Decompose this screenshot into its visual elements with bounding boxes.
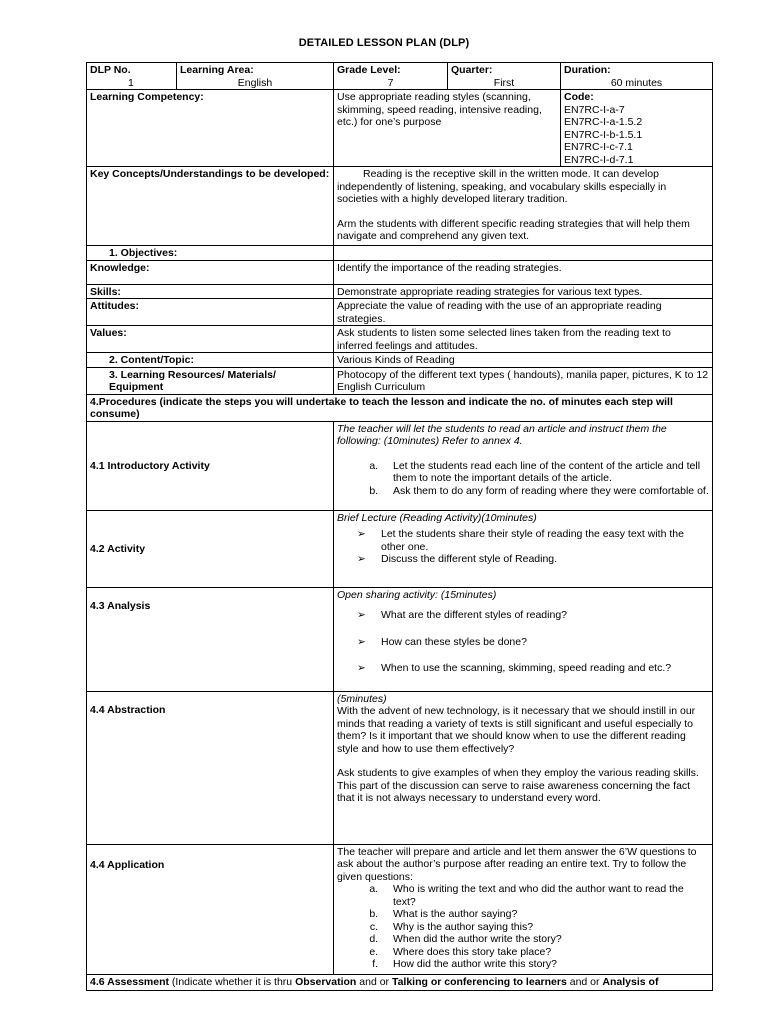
list-item-text: Let the students share their style of reading the easy text with the other one. xyxy=(381,528,684,553)
resources-row xyxy=(87,367,713,394)
objectives-label: 1. Objectives: xyxy=(87,246,334,261)
list-item xyxy=(357,636,709,649)
code-item: EN7RC-I-d-7.1 xyxy=(564,153,634,166)
assessment-text: and or xyxy=(566,975,603,988)
quarter-label: Quarter: xyxy=(451,64,493,76)
activity-row xyxy=(87,510,713,587)
values-text: Ask students to listen some selected lines taken from the reading text to inferred feelings and attitudes. xyxy=(334,326,713,353)
intro-list xyxy=(337,460,709,498)
code-item: EN7RC-I-a-7 xyxy=(564,103,625,116)
intro-cell xyxy=(334,421,713,510)
list-item: f. How did the author write this story? xyxy=(381,958,709,971)
knowledge-text: Identify the importance of the reading strategies. xyxy=(334,260,713,284)
intro-lead: The teacher will let the students to read an article and instruct them the following: (10minutes) Refer to annex 4. xyxy=(337,422,667,447)
competency-text: Use appropriate reading styles (scanning, skimming, speed reading, intensive reading, etc.) for one’s purpose xyxy=(334,90,561,167)
grade-cell xyxy=(334,63,448,90)
competency-row xyxy=(87,90,713,167)
dlp-cell xyxy=(87,63,177,90)
activity-label: 4.2 Activity xyxy=(87,510,334,587)
assessment-row xyxy=(87,974,713,990)
assessment-cell xyxy=(87,974,713,990)
assessment-text: and or xyxy=(356,975,392,988)
assessment-analysis: Analysis of xyxy=(602,975,659,988)
assessment-label: 4.6 Assessment xyxy=(90,975,169,988)
quarter-value: First xyxy=(493,76,515,89)
abstraction-para1: With the advent of new technology, is it necessary that we should instill in our minds that reading a variety of texts is still significant and useful especially to them? Is it important that we should know when to use the different reading style and how to use them effectively? xyxy=(337,705,696,755)
area-label: Learning Area: xyxy=(180,64,254,76)
list-item xyxy=(357,609,709,622)
quarter-cell xyxy=(448,63,561,90)
analysis-lead: Open sharing activity: (15minutes) xyxy=(337,588,497,601)
abstraction-cell xyxy=(334,691,713,844)
activity-lead: Brief Lecture (Reading Activity)(10minutes) xyxy=(337,511,537,524)
list-item: a. Who is writing the text and who did the author want to read the text? xyxy=(381,883,709,908)
lesson-plan-table xyxy=(86,62,713,991)
application-cell xyxy=(334,844,713,974)
analysis-label: 4.3 Analysis xyxy=(87,587,334,691)
grade-label: Grade Level: xyxy=(337,64,401,76)
assessment-text: (Indicate whether it is thru xyxy=(169,975,296,988)
dlp-label: DLP No. xyxy=(90,64,131,76)
application-lead: The teacher will prepare and article and let them answer the 6’W questions to ask about the author’s purpose after reading an entire text. Try to follow the given questions: xyxy=(337,845,697,883)
skills-label: Skills: xyxy=(87,284,334,299)
procedures-label: 4.Procedures (indicate the steps you will undertake to teach the lesson and indicate the no. of minutes each step will consume) xyxy=(87,394,713,421)
area-cell xyxy=(177,63,334,90)
arrow-bullet-icon: ➢ xyxy=(357,662,366,674)
code-item: EN7RC-I-b-1.5.1 xyxy=(564,128,643,141)
list-item xyxy=(357,553,709,566)
code-item: EN7RC-I-c-7.1 xyxy=(564,141,633,153)
grade-value: 7 xyxy=(387,76,394,89)
intro-label: 4.1 Introductory Activity xyxy=(87,421,334,510)
values-row xyxy=(87,326,713,353)
code-label: Code: xyxy=(564,91,594,103)
header-row xyxy=(87,63,713,90)
attitudes-text: Appreciate the value of reading with the use of an appropriate reading strategies. xyxy=(334,299,713,326)
abstraction-label: 4.4 Abstraction xyxy=(87,691,334,844)
list-item: e. Where does this story take place? xyxy=(381,946,709,959)
key-concepts-row xyxy=(87,167,713,246)
analysis-row xyxy=(87,587,713,691)
resources-label: 3. Learning Resources/ Materials/ Equipment xyxy=(87,367,334,394)
arrow-bullet-icon: ➢ xyxy=(357,528,366,540)
area-value: English xyxy=(237,76,273,89)
activity-cell xyxy=(334,510,713,587)
list-item-text: What are the different styles of reading? xyxy=(381,609,567,621)
content-text: Various Kinds of Reading xyxy=(334,353,713,368)
procedures-row xyxy=(87,394,713,421)
abstraction-lead: (5minutes) xyxy=(337,692,387,705)
objectives-row xyxy=(87,246,713,261)
arrow-bullet-icon: ➢ xyxy=(357,635,366,648)
list-item: a. Let the students read each line of the content of the article and tell them to note the important details of the article. xyxy=(381,460,709,485)
list-item: b. Ask them to do any form of reading where they were comfortable of. xyxy=(381,485,709,498)
assessment-observation: Observation xyxy=(295,975,357,988)
assessment-talking: Talking or conferencing to learners xyxy=(391,975,567,988)
attitudes-row xyxy=(87,299,713,326)
analysis-cell xyxy=(334,587,713,691)
application-row xyxy=(87,844,713,974)
intro-row xyxy=(87,421,713,510)
skills-row xyxy=(87,284,713,299)
list-item-text: Discuss the different style of Reading. xyxy=(381,553,558,565)
arrow-bullet-icon: ➢ xyxy=(357,609,366,621)
key-concepts-para2: Arm the students with different specific reading strategies that will help them navigate and comprehend any given text. xyxy=(337,217,690,242)
key-concepts-cell xyxy=(334,167,713,246)
list-item-text: How can these styles be done? xyxy=(381,635,527,648)
document-title: DETAILED LESSON PLAN (DLP) xyxy=(298,37,470,49)
duration-value: 60 minutes xyxy=(610,76,663,89)
list-item xyxy=(357,528,709,553)
attitudes-label: Attitudes: xyxy=(87,299,334,326)
arrow-bullet-icon: ➢ xyxy=(357,553,366,565)
duration-cell xyxy=(561,63,713,90)
key-concepts-para1: Reading is the receptive skill in the written mode. It can develop independently of listening, speaking, and vocabulary skills especially in societies with a highly developed literary tradition. xyxy=(337,168,667,205)
duration-label: Duration: xyxy=(564,64,611,76)
abstraction-para2: Ask students to give examples of when they employ the various reading skills. This part of the discussion can serve to raise awareness concerning the fact that it is not always necessary to understand every word. xyxy=(337,767,699,804)
resources-text: Photocopy of the different text types ( handouts), manila paper, pictures, K to 12 English Curriculum xyxy=(334,367,713,394)
application-list xyxy=(337,883,709,971)
content-label: 2. Content/Topic: xyxy=(87,353,334,368)
values-label: Values: xyxy=(87,326,334,353)
list-item-text: When to use the scanning, skimming, speed reading and etc.? xyxy=(381,662,672,674)
knowledge-row xyxy=(87,260,713,284)
dlp-value: 1 xyxy=(128,76,134,89)
abstraction-row xyxy=(87,691,713,844)
key-concepts-label: Key Concepts/Understandings to be developed: xyxy=(87,167,334,246)
skills-text: Demonstrate appropriate reading strategies for various text types. xyxy=(334,284,713,299)
code-cell xyxy=(561,90,713,167)
knowledge-label: Knowledge: xyxy=(87,260,334,284)
content-row xyxy=(87,353,713,368)
analysis-list xyxy=(337,609,709,675)
objectives-empty xyxy=(334,246,713,261)
activity-list xyxy=(337,528,709,566)
application-label: 4.4 Application xyxy=(87,844,334,974)
list-item: c. Why is the author saying this? xyxy=(381,921,709,934)
code-item: EN7RC-I-a-1.5.2 xyxy=(564,116,643,128)
competency-label: Learning Competency: xyxy=(87,90,334,167)
list-item: b. What is the author saying? xyxy=(381,908,709,921)
list-item xyxy=(357,662,709,675)
list-item: d. When did the author write the story? xyxy=(381,933,709,946)
